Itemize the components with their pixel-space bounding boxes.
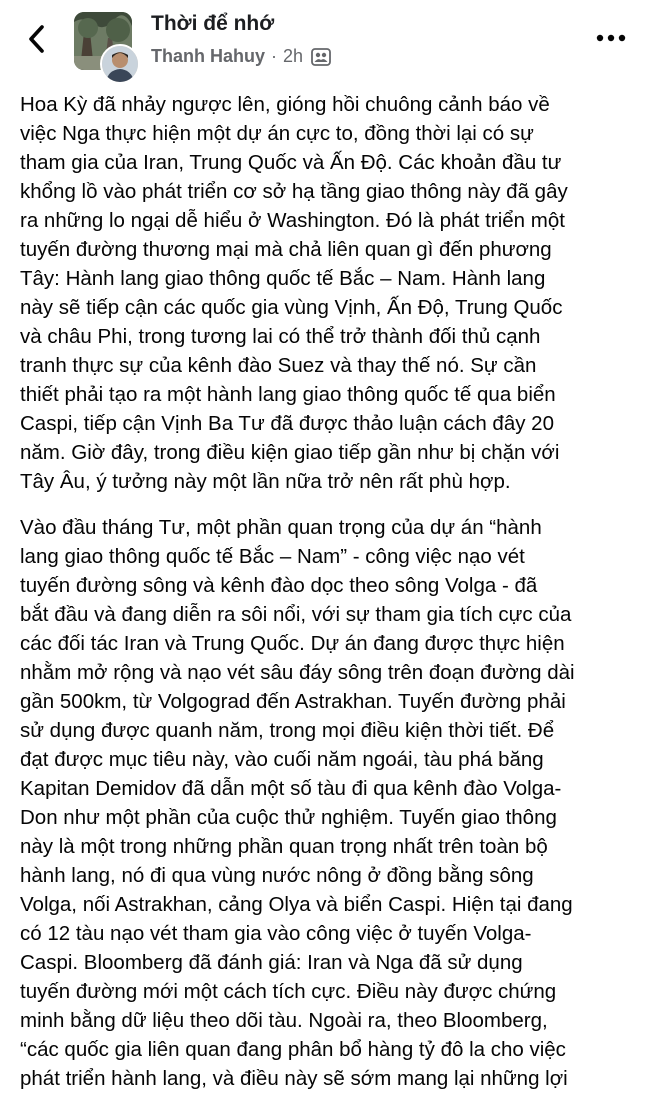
author-avatar[interactable]: [100, 44, 140, 84]
post-text: [20, 90, 640, 1093]
author-name[interactable]: Thanh Hahuy: [151, 46, 266, 66]
group-privacy-icon: [311, 48, 331, 66]
post-time[interactable]: 2h: [283, 46, 304, 66]
post-header: [0, 0, 648, 84]
chevron-left-icon: [26, 24, 48, 54]
group-name[interactable]: Thời để nhớ: [151, 12, 275, 35]
back-button[interactable]: [20, 22, 54, 56]
more-dots-icon: [596, 34, 626, 42]
post-paragraph-1: Hoa Kỳ đã nhảy ngược lên, gióng hồi chuông cảnh báo về việc Nga thực hiện một dự án cực to, đồng thời lại có sự tham gia của Iran, Trung Quốc và Ấn Độ. Các khoản đầu tư khổng lồ vào phát triển cơ sở hạ tầng giao thông này đã gây ra những lo ngại dễ hiểu ở Washington. Đó là phát triển một tuyến đường thương mại mà chả liên quan gì đến phương Tây: Hành lang giao thông quốc tế Bắc – Nam. Hành lang này sẽ tiếp cận các quốc gia vùng Vịnh, Ấn Độ, Trung Quốc và châu Phi, trong tương lai có thể trở thành đối thủ cạnh tranh thực sự của kênh đào Suez và thay thế nó. Sự cần thiết phải tạo ra một hành lang giao thông quốc tế qua biển Caspi, tiếp cận Vịnh Ba Tư đã được thảo luận cách đây 20 năm. Giờ đây, trong điều kiện giao tiếp gần như bị chặn với Tây Âu, ý tưởng này một lần nữa trở nên rất phù hợp.: [20, 93, 568, 493]
post-meta: [151, 46, 331, 67]
more-options-button[interactable]: [592, 24, 630, 52]
meta-separator: ·: [271, 46, 278, 66]
group-avatar[interactable]: [74, 12, 138, 76]
post-paragraph-2: Vào đầu tháng Tư, một phần quan trọng của dự án “hành lang giao thông quốc tế Bắc – Nam” - công việc nạo vét tuyến đường sông và kênh đào dọc theo sông Volga - đã bắt đầu và đang diễn ra sôi nổi, với sự tham gia tích cực của các đối tác Iran và Trung Quốc. Dự án đang được thực hiện nhằm mở rộng và nạo vét sâu đáy sông trên đoạn đường dài gần 500km, từ Volgograd đến Astrakhan. Tuyến đường phải sử dụng được quanh năm, trong mọi điều kiện thời tiết. Để đạt được mục tiêu này, vào cuối năm ngoái, tàu phá băng Kapitan Demidov đã dẫn một số tàu đi qua kênh đào Volga- Don như một phần của cuộc thử nghiệm. Tuyến giao thông này là một trong những phần quan trọng nhất trên toàn bộ hành lang, nó đi qua vùng nước nông ở đồng bằng sông Volga, nối Astrakhan, cảng Olya và biển Caspi. Hiện tại đang có 12 tàu nạo vét tham gia vào công việc ở tuyến Volga- Caspi. Bloomberg đã đánh giá: Iran và Nga đã sử dụng tuyến đường mới một cách tích cực. Điều này được chứng minh bằng dữ liệu theo dõi tàu. Ngoài ra, theo Bloomberg, “các quốc gia liên quan đang phân bổ hàng tỷ đô la cho việc phát triển hành lang, và điều này sẽ sớm mang lại những lợi: [20, 516, 575, 1090]
